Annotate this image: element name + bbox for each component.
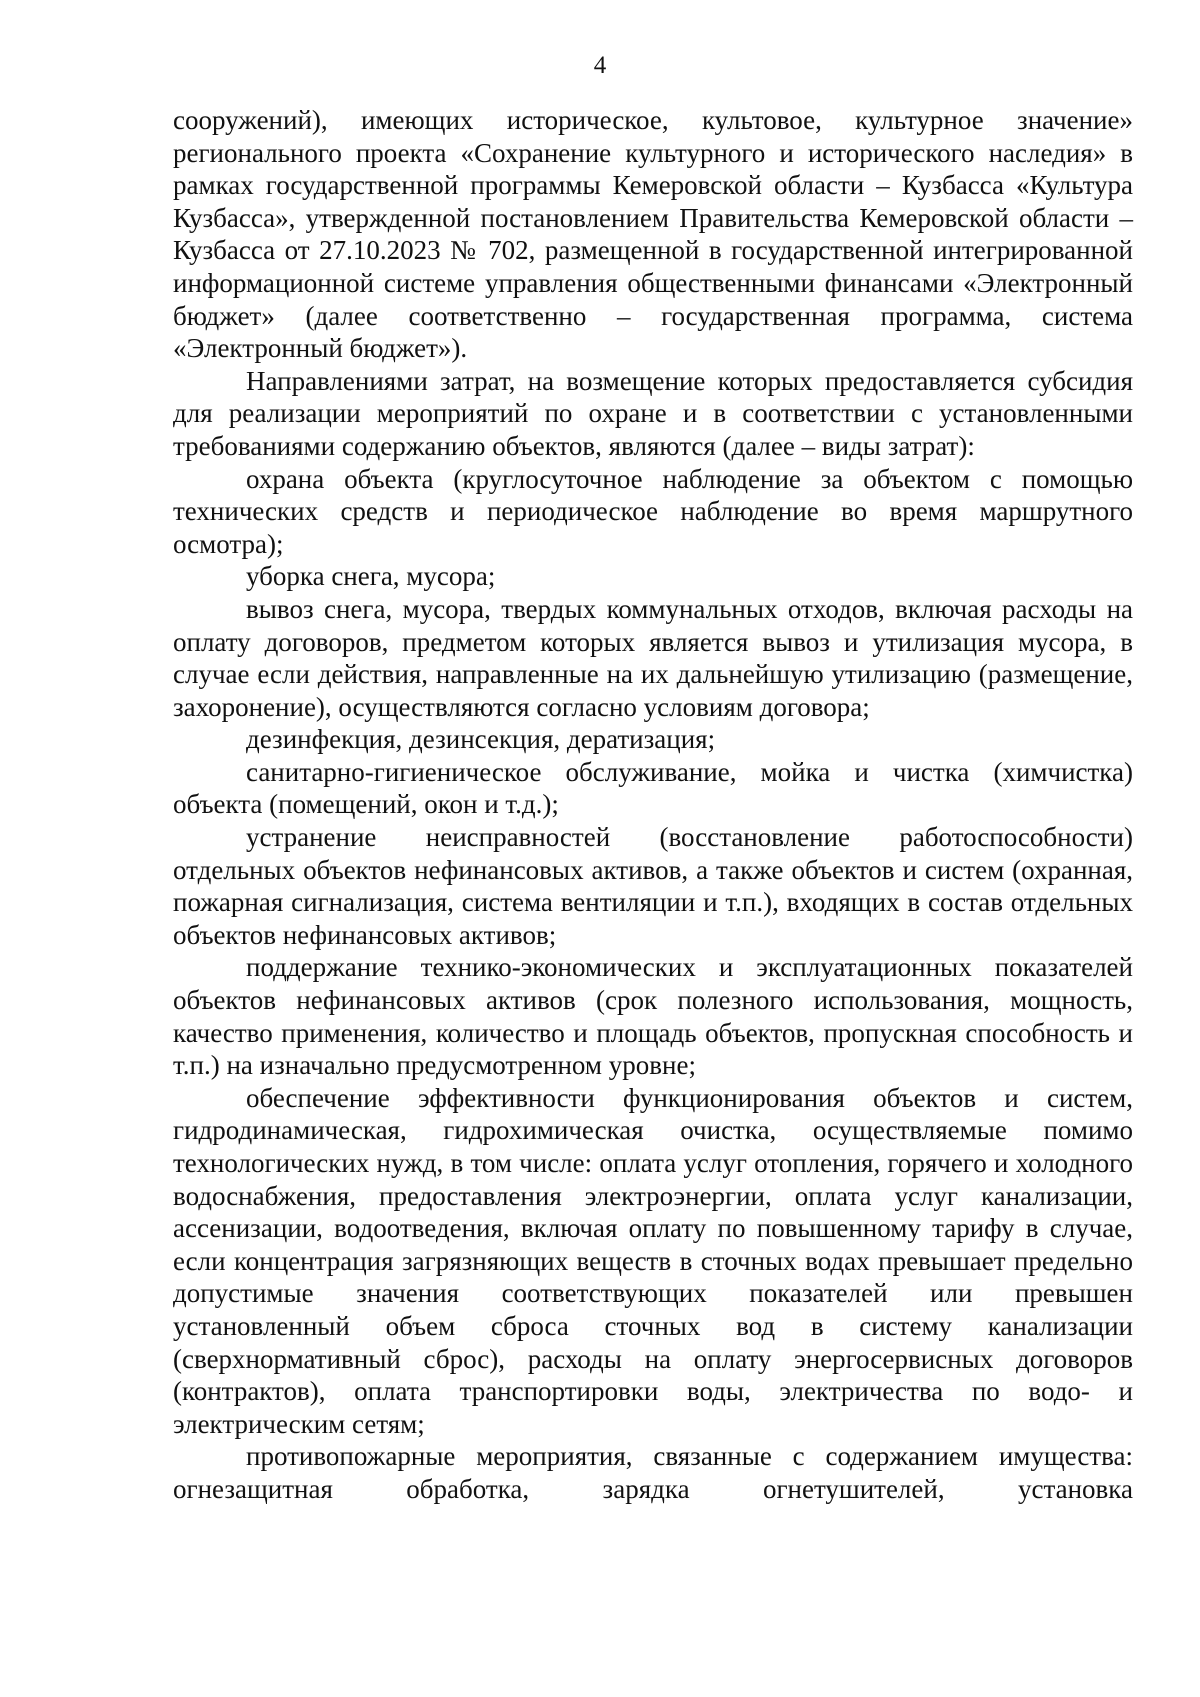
list-item-disinfection: дезинфекция, дезинсекция, дератизация; (246, 724, 716, 755)
document-body (173, 104, 1133, 1506)
list-item-utilities: обеспечение эффективности функционирования объектов и систем, гидродинамическая, гидрохимическая очистка, осуществляемые помимо технологических нужд, в том числе: оплата услуг отопления, горячего и холодного водоснабжения, предоставления электроэнергии, оплата услуг канализации, ассенизации, водоотведения, включая оплату по повышенному тарифу в случае, если концентрация загрязняющих веществ в сточных водах превышает предельно допустимые значения соответствующих показателей или превышен установленный объем сброса сточных вод в систему канализации (сверхнормативный сброс), расходы на оплату энергосервисных договоров (контрактов), оплата транспортировки воды, электричества по водо- и электрическим сетям; (173, 1082, 1133, 1439)
list-item-snow-cleaning: уборка снега, мусора; (246, 561, 496, 592)
list-item-waste-removal: вывоз снега, мусора, твердых коммунальных отходов, включая расходы на оплату договоров, предметом которых является вывоз и утилизация мусора, в случае если действия, направленные на их дальнейшую утилизацию (размещение, захоронение), осуществляются согласно условиям договора; (173, 593, 1133, 722)
paragraph-continuation: сооружений), имеющих историческое, культовое, культурное значение» регионального проекта «Сохранение культурного и исторического наследия» в рамках государственной программы Кемеровской области – Кузбасса «Культура Кузбасса», утвержденной постановлением Правительства Кемеровской области – Кузбасса от 27.10.2023 № 702, размещенной в государственной интегрированной информационной системе управления общественными финансами «Электронный бюджет» (далее соответственно – государственная программа, система «Электронный бюджет»). (173, 105, 1133, 364)
list-item-repairs: устранение неисправностей (восстановление работоспособности) отдельных объектов нефинансовых активов, а также объектов и систем (охранная, пожарная сигнализация, система вентиляции и т.п.), входящих в состав отдельных объектов нефинансовых активов; (173, 822, 1133, 950)
list-item-maintenance: поддержание технико-экономических и эксплуатационных показателей объектов нефинансовых активов (срок полезного использования, мощность, качество применения, количество и площадь объектов, пропускная способность и т.п.) на изначально предусмотренном уровне; (173, 952, 1133, 1081)
list-item-fire-safety: противопожарные мероприятия, связанные с содержанием имущества: огнезащитная обработка, зарядка огнетушителей, установка (173, 1441, 1133, 1504)
page-number: 4 (593, 52, 607, 79)
list-item-security: охрана объекта (круглосуточное наблюдение за объектом с помощью технических средств и периодическое наблюдение во время маршрутного осмотра); (173, 463, 1133, 559)
list-item-sanitary-service: санитарно-гигиеническое обслуживание, мойка и чистка (химчистка) объекта (помещений, окон и т.д.); (173, 756, 1133, 820)
paragraph-cost-directions: Направлениями затрат, на возмещение которых предоставляется субсидия для реализации мероприятий по охране и в соответствии с установленными требованиями содержанию объектов, являются (далее – виды затрат): (173, 365, 1133, 461)
